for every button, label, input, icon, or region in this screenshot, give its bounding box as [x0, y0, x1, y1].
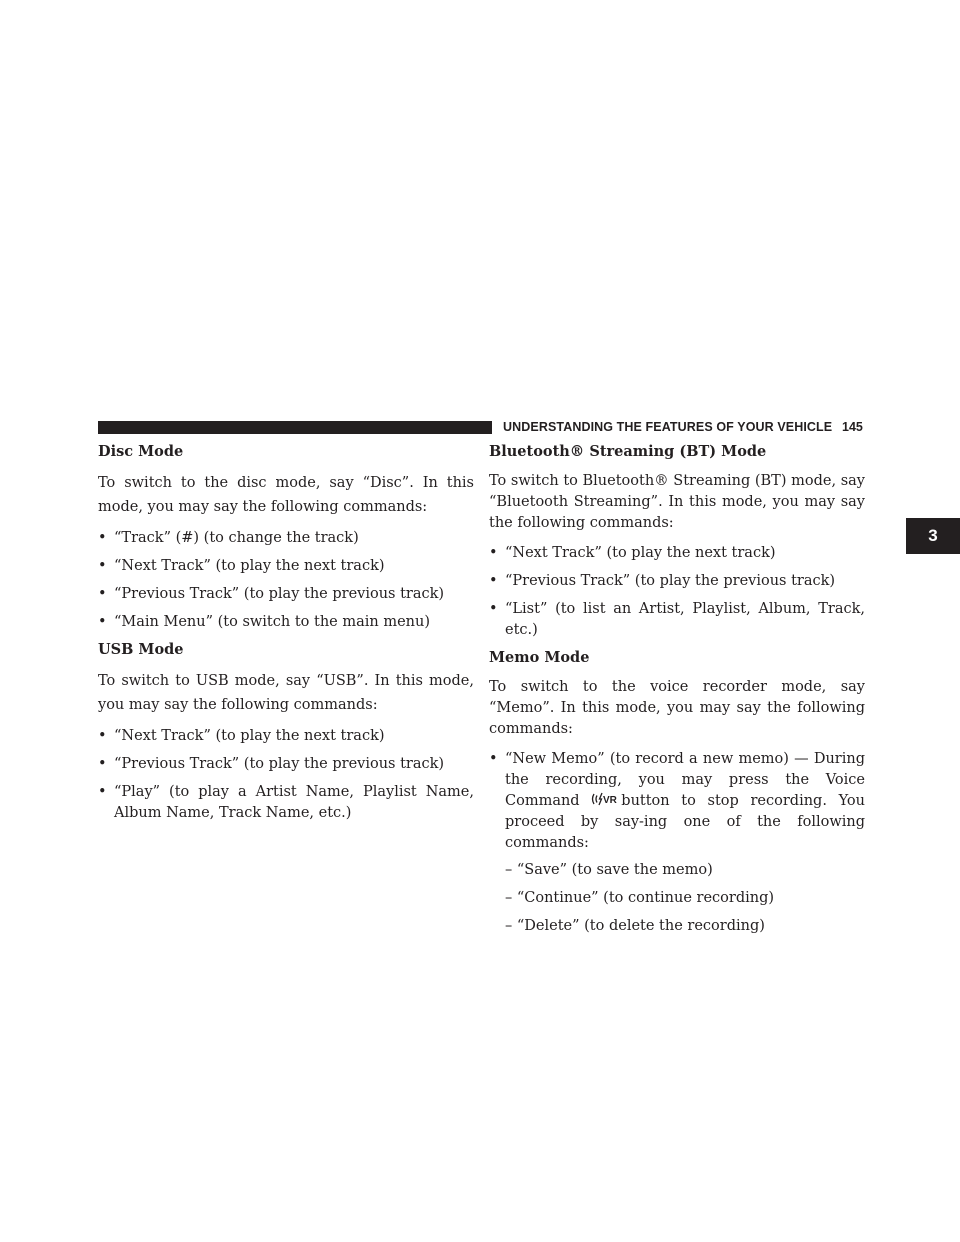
disc-mode-intro: To switch to the disc mode, say “Disc”. In this mode, you may say the following commands:	[98, 475, 474, 515]
bullet-icon: •	[489, 601, 498, 617]
memo-mode-heading: Memo Mode	[489, 649, 590, 666]
bullet-icon: •	[98, 530, 107, 546]
list-item: • “New Memo” (to record a new memo) — During the recording, you may press the Voice Command VR button to stop recording. You proceed by say-ing one of the following commands: – “Save” (to save the memo) – “Continue” (to continue recording) – “Delete” (to delete the recording)	[489, 749, 865, 937]
memo-mode-intro: To switch to the voice recorder mode, say “Memo”. In this mode, you may say the following commands:	[489, 679, 865, 737]
usb-command-list	[98, 726, 474, 824]
page-number: 145	[842, 420, 863, 434]
memo-sub-list	[505, 860, 865, 937]
disc-mode-heading: Disc Mode	[98, 443, 184, 460]
voice-command-icon	[591, 792, 621, 806]
bullet-icon: •	[489, 545, 498, 561]
bt-command-list	[489, 543, 865, 641]
svg-text:VR: VR	[603, 795, 618, 806]
list-item: • “Next Track” (to play the next track)	[98, 556, 474, 577]
bt-mode-heading: Bluetooth® Streaming (BT) Mode	[489, 443, 767, 460]
right-column	[489, 442, 865, 944]
list-item: • “Next Track” (to play the next track)	[489, 543, 865, 564]
list-item: • “Previous Track” (to play the previous track)	[489, 571, 865, 592]
list-item: – “Continue” (to continue recording)	[505, 890, 775, 906]
memo-command-list	[489, 749, 865, 937]
chapter-tab: 3	[906, 518, 960, 554]
list-item: • “List” (to list an Artist, Playlist, Album, Track, etc.)	[489, 601, 865, 638]
list-item: • “Next Track” (to play the next track)	[98, 726, 474, 747]
list-item: – “Delete” (to delete the recording)	[505, 918, 765, 934]
list-item: – “Save” (to save the memo)	[505, 862, 713, 878]
bullet-icon: •	[98, 756, 107, 772]
list-item: • “Previous Track” (to play the previous track)	[98, 584, 474, 605]
bullet-icon: •	[98, 586, 107, 602]
disc-command-list	[98, 528, 474, 633]
bullet-icon: •	[489, 751, 498, 767]
header-rule	[98, 421, 492, 434]
bullet-icon: •	[98, 728, 107, 744]
bullet-icon: •	[489, 573, 498, 589]
left-column	[98, 442, 474, 831]
list-item: • “Main Menu” (to switch to the main menu)	[98, 612, 474, 633]
list-item: • “Play” (to play a Artist Name, Playlist Name, Album Name, Track Name, etc.)	[98, 784, 474, 821]
usb-mode-intro: To switch to USB mode, say “USB”. In this mode, you may say the following commands:	[98, 673, 474, 713]
bullet-icon: •	[98, 558, 107, 574]
bt-mode-intro: To switch to Bluetooth® Streaming (BT) mode, say “Bluetooth Streaming”. In this mode, you may say the following commands:	[489, 473, 865, 531]
usb-mode-heading: USB Mode	[98, 641, 184, 658]
bullet-icon: •	[98, 784, 107, 800]
section-title: UNDERSTANDING THE FEATURES OF YOUR VEHICLE	[503, 420, 833, 434]
bullet-icon: •	[98, 614, 107, 630]
list-item: • “Previous Track” (to play the previous track)	[98, 754, 474, 775]
list-item: • “Track” (#) (to change the track)	[98, 528, 474, 549]
